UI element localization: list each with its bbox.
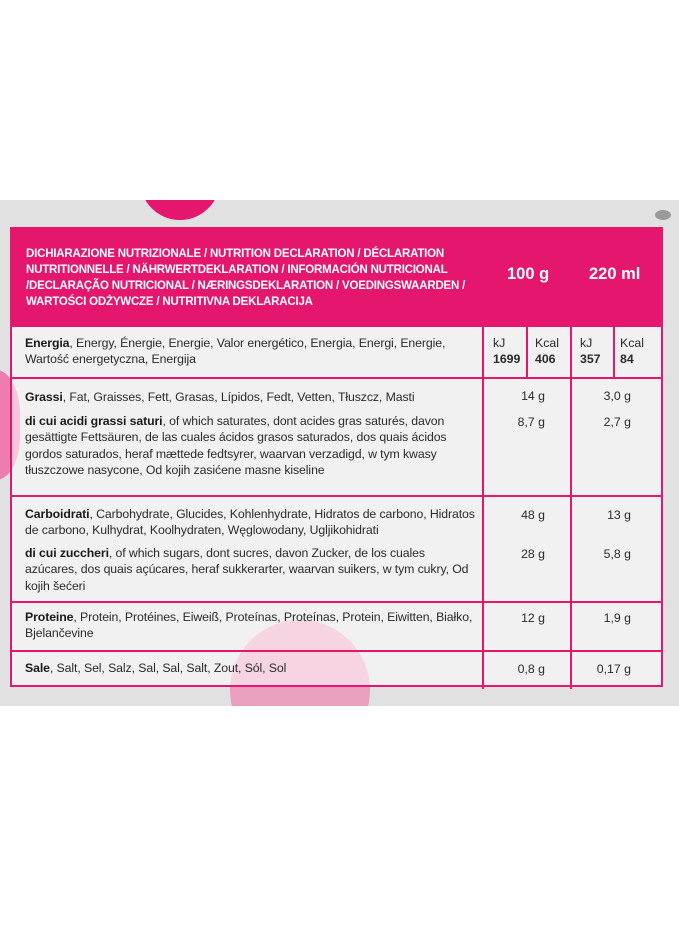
saturates-row-label: di cui acidi grassi saturi, of which saturates, dont acides gras saturés, davon gesättigte Fettsäuren, de las cuales ácidos grasos saturados, dos quais ácidos gordos saturados, heraf mættede fedtsyrer, waarvan verzadigd, w tym kwasy tłuszczowe nasycone, Od kojih zasićene masne kiseline (25, 414, 447, 477)
carbohydrate-row-label: Carboidrati, Carbohydrate, Glucides, Kohlenhydrate, Hidratos de carbono, Hidratos de carbono, Kulhydrat, Koolhydraten, Węglowodany, Ugljikohidrati (25, 507, 475, 538)
protein-100g: 12 g (521, 611, 545, 625)
column-divider (570, 229, 572, 689)
energy-sub-divider (526, 327, 528, 377)
package-panel (0, 200, 679, 706)
energy-kcal-100g: 406 (535, 352, 556, 366)
pink-decor-shape (140, 200, 220, 220)
nutrition-table (10, 227, 663, 687)
fat-220ml: 3,0 g (603, 389, 631, 403)
salt-100g: 0,8 g (517, 662, 545, 676)
energy-kj-220ml: 357 (580, 352, 601, 366)
saturates-100g: 8,7 g (517, 415, 545, 429)
row-divider (12, 650, 661, 652)
carbohydrate-220ml: 13 g (607, 508, 631, 522)
column-header-220ml: 220 ml (589, 265, 641, 283)
column-header-100g: 100 g (507, 265, 550, 283)
sugars-row-label: di cui zuccheri, of which sugars, dont sucres, davon Zucker, de los cuales azúcares, dos quais açúcares, heraf sukkerarter, waarvan suikers, w tym cukry, Od kojih šećeri (25, 546, 469, 593)
salt-row-label: Sale, Salt, Sel, Salz, Sal, Sal, Salt, Zout, Sól, Sol (25, 661, 287, 675)
column-divider (482, 229, 484, 689)
sugars-100g: 28 g (521, 547, 545, 561)
energy-row-label: Energia, Energy, Énergie, Energie, Valor energético, Energia, Energi, Energie, Wartość energetyczna, Energija (25, 336, 446, 367)
salt-220ml: 0,17 g (596, 662, 631, 676)
fat-100g: 14 g (521, 389, 545, 403)
grey-decor-shape (655, 210, 671, 220)
table-header (12, 229, 661, 327)
row-divider (12, 495, 661, 497)
energy-kj-100g: 1699 (493, 352, 521, 366)
energy-kcal-220ml: 84 (620, 352, 634, 366)
energy-unit-kcal: Kcal (535, 336, 559, 350)
declaration-title: DICHIARAZIONE NUTRIZIONALE / NUTRITION DECLARATION / DÉCLARATION NUTRITIONNELLE / NÄHRWERTDEKLARATION / INFORMACIÓN NUTRICIONAL /DECLARAÇÃO NUTRICIONAL / NÆRINGSDEKLARATION / VOEDINGSWAARDEN / WARTOŚCI ODŻYWCZE / NUTRITIVNA DEKLARACIJA (26, 248, 466, 308)
fat-row-label: Grassi, Fat, Graisses, Fett, Grasas, Lípidos, Fedt, Vetten, Tłuszcz, Masti (25, 390, 415, 404)
energy-unit-kj: kJ (493, 336, 506, 350)
carbohydrate-100g: 48 g (521, 508, 545, 522)
row-divider (12, 377, 661, 379)
row-divider (12, 601, 661, 603)
energy-unit-kcal: Kcal (620, 336, 644, 350)
energy-sub-divider (613, 327, 615, 377)
sugars-220ml: 5,8 g (603, 547, 631, 561)
protein-220ml: 1,9 g (603, 611, 631, 625)
protein-row-label: Proteine, Protein, Protéines, Eiweiß, Proteínas, Proteínas, Protein, Eiwitten, Białko, Bjelančevine (25, 610, 473, 641)
energy-unit-kj: kJ (580, 336, 593, 350)
saturates-220ml: 2,7 g (603, 415, 631, 429)
